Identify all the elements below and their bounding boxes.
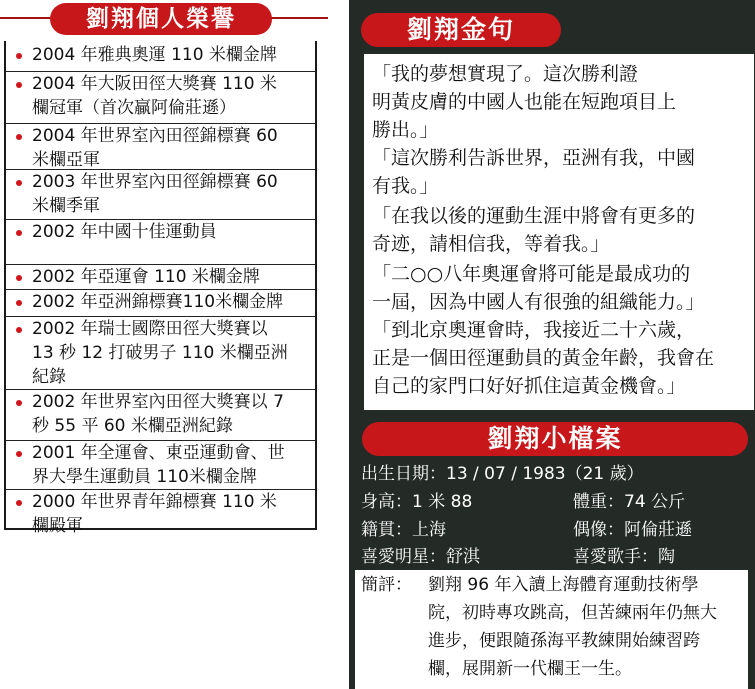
honor-text: 2002 年亞運會 110 米欄金牌 — [32, 267, 260, 287]
review-line: 進步，便跟隨孫海平教練開始練習跨 — [428, 631, 700, 651]
quote-line: 有我。」 — [372, 175, 439, 197]
honor-text: 2002 年瑞士國際田徑大獎賽以 — [32, 319, 268, 339]
quote-line: 明黃皮膚的中國人也能在短跑項目上 — [372, 91, 677, 113]
quote — [372, 144, 752, 200]
bullet-icon — [16, 400, 22, 406]
quote-line: 正是一個田徑運動員的黃金年齡，我會在 — [372, 347, 715, 369]
honor-text: 界大學生運動員 110米欄金牌 — [32, 467, 257, 487]
honor-text: 米欄季軍 — [32, 196, 100, 216]
honor-item — [6, 389, 315, 438]
honor-item — [6, 123, 315, 172]
right-column — [349, 0, 755, 689]
honor-text: 紀錄 — [32, 367, 66, 387]
honor-text: 米欄亞軍 — [32, 150, 100, 170]
honor-text: 欄殿軍 — [32, 516, 83, 536]
profile-fav-singer: 喜愛歌手：陶 — [573, 547, 675, 567]
profile-idol: 偶像：阿倫莊遜 — [573, 520, 692, 540]
honor-text: 2002 年世界室內田徑大獎賽以 7 — [32, 392, 284, 412]
honors-panel — [0, 0, 328, 536]
quote — [372, 260, 752, 316]
honor-item — [6, 264, 315, 289]
profile-fav-star: 喜愛明星：舒淇 — [361, 547, 480, 567]
review-line: 劉翔 96 年入讀上海體育運動技術學 — [428, 575, 699, 595]
quote-line: 勝出。」 — [372, 119, 439, 141]
bullet-icon — [16, 275, 22, 281]
bullet-icon — [16, 451, 22, 457]
bullet-icon — [16, 82, 22, 88]
honor-text: 2002 年亞洲錦標賽110米欄金牌 — [32, 292, 284, 312]
quote-line: 自己的家門口好好抓住這黃金機會。」 — [372, 375, 686, 397]
profile-height: 身高：1 米 88 — [361, 492, 473, 512]
bullet-icon — [16, 180, 22, 186]
honor-text: 13 秒 12 打破男子 110 米欄亞洲 — [32, 343, 288, 363]
quote — [372, 316, 752, 400]
honor-text: 2001 年全運會、東亞運動會、世 — [32, 443, 285, 463]
honor-text: 2002 年中國十佳運動員 — [32, 222, 217, 242]
bullet-icon — [16, 327, 22, 333]
honor-item — [6, 440, 315, 489]
review-line: 院，初時專攻跳高，但苦練兩年仍無大 — [428, 603, 717, 623]
bullet-icon — [16, 134, 22, 140]
quote-line: 「二○○八年奧運會將可能是最成功的 — [372, 263, 691, 285]
honor-item — [6, 289, 315, 314]
honor-item — [6, 169, 315, 218]
review-box — [355, 570, 748, 689]
honor-item — [6, 316, 315, 389]
quote-line: 「我的夢想實現了。這次勝利證 — [372, 63, 639, 85]
quote-line: 「到北京奧運會時，我接近二十六歲， — [372, 319, 696, 341]
quote-line: 一屆，因為中國人有很強的組織能力。」 — [372, 291, 705, 313]
honor-text: 2004 年世界室內田徑錦標賽 60 — [32, 126, 278, 146]
honors-title: 劉翔個人榮譽 — [50, 3, 272, 35]
honors-header — [0, 0, 328, 36]
quote-line: 「在我以後的運動生涯中將會有更多的 — [372, 205, 696, 227]
bullet-icon — [16, 500, 22, 506]
honor-text: 2004 年大阪田徑大獎賽 110 米 — [32, 74, 277, 94]
quotes-box — [364, 54, 754, 410]
bullet-icon — [16, 300, 22, 306]
profile-hometown: 籍貫：上海 — [361, 520, 446, 540]
honor-text: 欄冠軍（首次贏阿倫莊遜） — [32, 98, 236, 118]
quote — [372, 202, 752, 258]
review-line: 欄，展開新一代欄王一生。 — [428, 659, 632, 679]
honor-item — [6, 219, 315, 244]
honor-text: 2004 年雅典奧運 110 米欄金牌 — [32, 45, 277, 65]
quote — [372, 60, 752, 144]
review-label: 簡評： — [361, 575, 412, 595]
quote-line: 「這次勝利告訴世界，亞洲有我，中國 — [372, 147, 696, 169]
quotes-title: 劉翔金句 — [361, 13, 561, 47]
bullet-icon — [16, 53, 22, 59]
honor-item — [6, 489, 315, 538]
bullet-icon — [16, 230, 22, 236]
honor-item — [6, 43, 315, 67]
profile-weight: 體重：74 公斤 — [573, 492, 686, 512]
honor-text: 2000 年世界青年錦標賽 110 米 — [32, 492, 277, 512]
honor-item — [6, 71, 315, 120]
profile-title: 劉翔小檔案 — [362, 422, 748, 456]
honors-list — [4, 41, 317, 536]
quote-line: 奇迹，請相信我，等着我。」 — [372, 233, 610, 255]
profile-birth: 出生日期：13 / 07 / 1983（21 歲） — [361, 464, 644, 484]
honor-text: 秒 55 平 60 米欄亞洲紀錄 — [32, 416, 233, 436]
honor-text: 2003 年世界室內田徑錦標賽 60 — [32, 172, 278, 192]
